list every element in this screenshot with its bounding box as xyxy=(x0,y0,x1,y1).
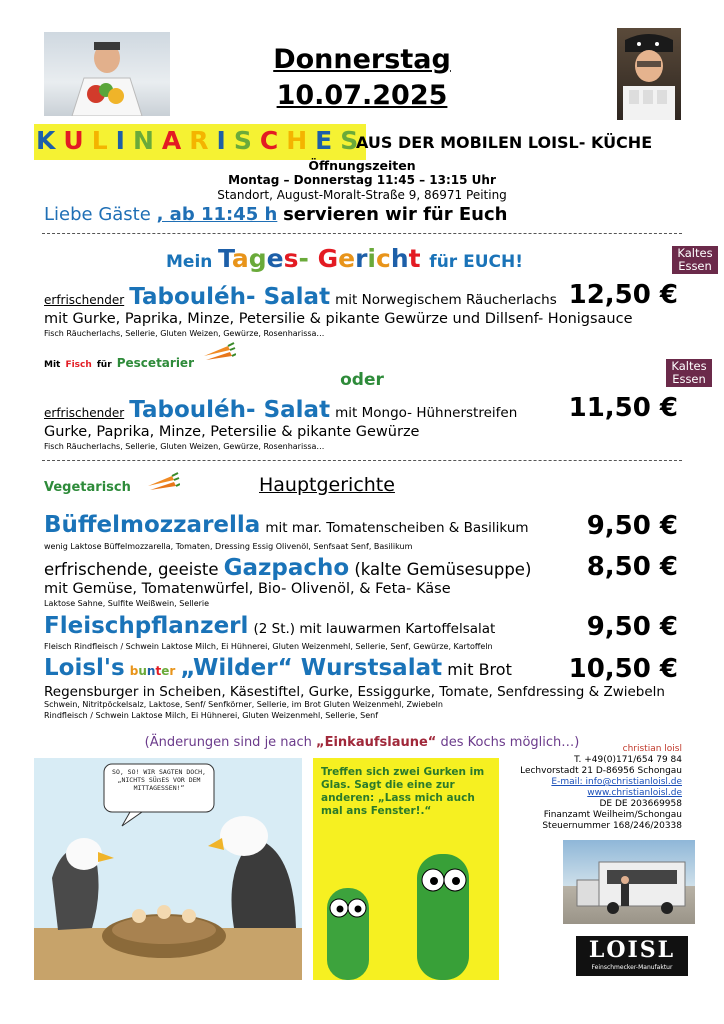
d2-desc: mit Gemüse, Tomatenwürfel, Bio- Olivenöl, & Feta- Käse xyxy=(44,581,451,597)
dish2-post: mit Mongo- Hühnerstreifen xyxy=(335,405,518,421)
greeting-b: , ab 11:45 h xyxy=(156,204,278,225)
banner-letter: R xyxy=(189,126,209,155)
d4-c: „Wilder“ Wurstsalat xyxy=(180,655,443,681)
d4-price: 10,50 € xyxy=(568,654,678,684)
cartoon-speech: SO, SO! WIR SAGTEN DOCH, „NICHTS SÜẞES VOR DEM MITTAGESSEN!“ xyxy=(112,768,206,792)
d4-b: bunter xyxy=(129,664,176,678)
pesc-a: Mit xyxy=(44,360,61,370)
contact-line: Lechvorstadt 21 D-86956 Schongau xyxy=(520,766,682,776)
tag-kaltes-essen-2: Kaltes Essen xyxy=(666,359,712,387)
d2-price: 8,50 € xyxy=(586,552,678,582)
logo-text: LOISL xyxy=(588,937,676,963)
hauptgerichte-heading: Hauptgerichte xyxy=(259,474,395,496)
banner-letter: S xyxy=(233,126,252,155)
dish2-pre: erfrischender xyxy=(44,406,125,420)
d1-allergens: wenig Laktose Büffelmozzarella, Tomaten, Dressing Essig Olivenöl, Senfsaat Senf, Basilikum xyxy=(44,542,413,551)
d2-pre: erfrischende, geeiste xyxy=(44,560,219,579)
d3-price: 9,50 € xyxy=(586,612,678,642)
dish1-price: 12,50 € xyxy=(568,280,678,310)
d2-allergens: Laktose Sahne, Sulfite Weißwein, Sellerie xyxy=(44,599,210,608)
hours-label: Öffnungszeiten xyxy=(308,158,416,173)
oder: oder xyxy=(340,370,384,390)
d4-allergens-1: Schwein, Nitritpöckelsalz, Laktose, Senf/ Senfkörner, Sellerie, im Brot Gluten Weizenmehl, Zwiebeln xyxy=(44,700,443,709)
d1-post: mit mar. Tomatenscheiben & Basilikum xyxy=(265,520,529,536)
carrot-icon-2 xyxy=(146,472,180,492)
greeting-a: Liebe Gäste xyxy=(44,204,151,225)
carrot-icon xyxy=(202,342,236,362)
food-truck-photo xyxy=(563,840,695,924)
heading-c: für EUCH! xyxy=(429,252,523,272)
joke-text: Treffen sich zwei Gurken im Glas. Sagt die eine zur anderen: „Lass mich auch mal ans Fenster!.“ xyxy=(321,766,485,817)
dish2-allergens: Fisch Räucherlachs, Sellerie, Gluten Weizen, Gewürze, Rosenharissa… xyxy=(44,442,325,451)
date-day: Donnerstag xyxy=(273,44,451,75)
d1-line xyxy=(44,512,529,538)
d3-allergens: Fleisch Rindfleisch / Schwein Laktose Milch, Ei Hühnerei, Gluten Weizenmehl, Sellerie, Senf, Gewürze, Kartoffeln xyxy=(44,642,493,651)
heading-b: Tages- Gericht xyxy=(217,244,421,273)
banner-letter: N xyxy=(132,126,154,155)
location: Standort, August-Moralt-Straße 9, 86971 Peiting xyxy=(217,188,507,202)
pesc-c: für xyxy=(96,360,112,370)
dish1-line xyxy=(44,284,557,310)
note-c: des Kochs möglich…) xyxy=(440,735,580,750)
heading-a: Mein xyxy=(166,252,213,272)
d4-line xyxy=(44,655,512,681)
d2-name: Gazpacho xyxy=(223,555,350,581)
banner-letter: A xyxy=(161,126,182,155)
contact-line[interactable]: www.christianloisl.de xyxy=(587,788,682,798)
d2-line xyxy=(44,555,531,581)
note-b: „Einkaufslaune“ xyxy=(316,735,437,750)
pesc-b: Fisch xyxy=(65,360,92,370)
greeting-c: servieren wir für Euch xyxy=(283,204,508,225)
dish1-pre: erfrischender xyxy=(44,293,125,307)
banner-letter: U xyxy=(63,126,84,155)
dish1-allergens: Fisch Räucherlachs, Sellerie, Gluten Weizen, Gewürze, Rosenharissa… xyxy=(44,329,325,338)
banner-letter: K xyxy=(36,126,56,155)
banner-letter: I xyxy=(115,126,125,155)
divider xyxy=(42,233,682,234)
dish2-price: 11,50 € xyxy=(568,393,678,423)
banner-letter: E xyxy=(315,126,333,155)
dish1-desc: mit Gurke, Paprika, Minze, Petersilie & pikante Gewürze und Dillsenf- Honigsauce xyxy=(44,311,633,327)
cucumber-joke xyxy=(313,758,499,980)
d3-line xyxy=(44,613,495,639)
banner-letter: S xyxy=(340,126,359,155)
dish2-line xyxy=(44,397,517,423)
dish2-name: Tabouléh- Salat xyxy=(129,397,331,423)
contact-line: Finanzamt Weilheim/Schongau xyxy=(543,810,682,820)
contact-line[interactable]: E-mail: info@christianloisl.de xyxy=(551,777,682,787)
d3-post: (2 St.) mit lauwarmen Kartoffelsalat xyxy=(253,621,496,637)
banner-letter: I xyxy=(216,126,226,155)
d1-name: Büffelmozzarella xyxy=(44,512,261,538)
loisl-logo xyxy=(576,936,688,976)
d4-a: Loisl's xyxy=(44,655,125,681)
divider-2 xyxy=(42,460,682,461)
dish2-desc: Gurke, Paprika, Minze, Petersilie & pikante Gewürze xyxy=(44,424,420,440)
dish1-post: mit Norwegischem Räucherlachs xyxy=(335,292,557,308)
pesc-d: Pescetarier xyxy=(116,356,194,370)
d1-price: 9,50 € xyxy=(586,511,678,541)
logo-sub: Feinschmecker-Manufaktur xyxy=(591,964,673,971)
d4-allergens-2: Rindfleisch / Schwein Laktose Milch, Ei Hühnerei, Gluten Weizenmehl, Sellerie, Senf xyxy=(44,711,379,720)
contact-line: DE DE 203669958 xyxy=(599,799,682,809)
contact-block xyxy=(492,744,682,832)
d2-post: (kalte Gemüsesuppe) xyxy=(354,560,532,579)
dish1-name: Tabouléh- Salat xyxy=(129,284,331,310)
vegetarisch: Vegetarisch xyxy=(44,480,131,495)
eagle-cartoon xyxy=(34,758,302,980)
greeting xyxy=(44,204,507,225)
contact-line: Steuernummer 168/246/20338 xyxy=(542,821,682,831)
pescetarier-note xyxy=(44,352,194,371)
date-value: 10.07.2025 xyxy=(276,80,448,111)
d3-name: Fleischpflanzerl xyxy=(44,613,249,639)
d4-d: mit Brot xyxy=(447,660,512,679)
hours: Montag – Donnerstag 11:45 – 13:15 Uhr xyxy=(228,173,496,187)
contact-line: christian loisl xyxy=(622,744,682,754)
kulinarisches-banner xyxy=(34,124,366,160)
banner-subtitle: AUS DER MOBILEN LOISL- KÜCHE xyxy=(356,133,653,152)
tag-kaltes-essen-1: Kaltes Essen xyxy=(672,246,718,274)
d4-desc: Regensburger in Scheiben, Käsestiftel, Gurke, Essiggurke, Tomate, Senfdressing & Zwiebeln xyxy=(44,684,665,700)
tagesgericht-heading xyxy=(166,244,523,273)
banner-letter: H xyxy=(286,126,308,155)
banner-letter: L xyxy=(91,126,108,155)
banner-letter: C xyxy=(259,126,279,155)
note-a: (Änderungen sind je nach xyxy=(144,735,312,750)
contact-line: T. +49(0)171/654 79 84 xyxy=(574,755,682,765)
